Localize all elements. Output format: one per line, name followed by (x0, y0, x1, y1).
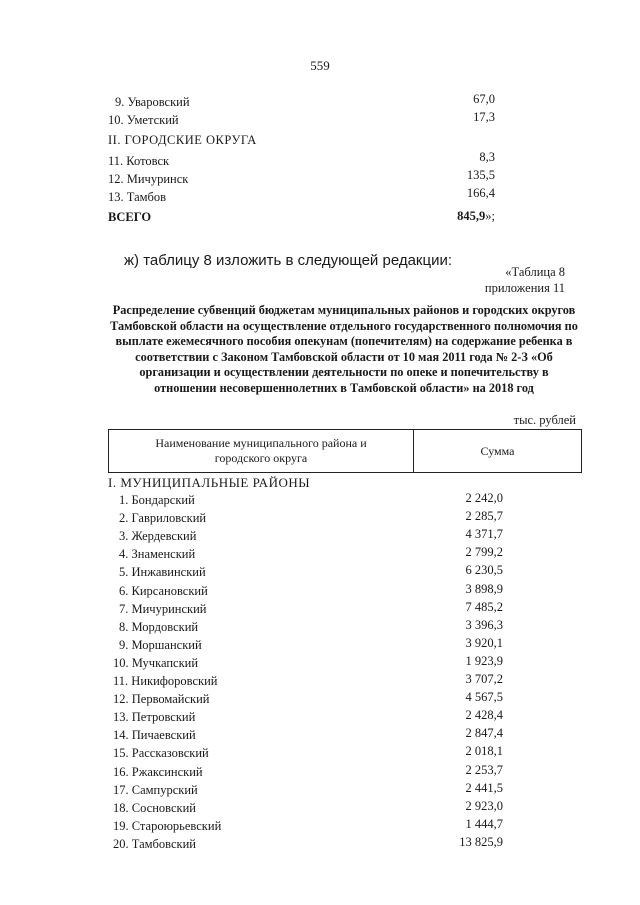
prev-row-value: 8,3 (479, 150, 495, 164)
district-value: 4 567,5 (465, 690, 503, 704)
district-name: 12. Первомайский (113, 692, 210, 706)
district-name: 14. Пичаевский (113, 728, 196, 742)
district-value: 7 485,2 (465, 600, 503, 614)
district-value: 4 371,7 (465, 527, 503, 541)
district-name: 5. Инжавинский (119, 565, 206, 579)
total-label: ВСЕГО (108, 210, 152, 224)
district-name: 13. Петровский (113, 710, 196, 724)
district-value: 3 898,9 (465, 582, 503, 596)
district-name: 4. Знаменский (119, 547, 196, 561)
district-name: 15. Рассказовский (113, 746, 209, 760)
amendment-instruction: ж) таблицу 8 изложить в следующей редакции: (124, 252, 453, 269)
district-value: 3 396,3 (465, 618, 503, 632)
district-value: 6 230,5 (465, 563, 503, 577)
prev-row-name: 9. Уваровский (115, 95, 190, 109)
table-reference-line2: приложения 11 (484, 281, 565, 295)
district-value: 2 923,0 (465, 799, 503, 813)
district-name: 19. Староюрьевский (113, 819, 222, 833)
prev-row-name: 11. Котовск (108, 154, 170, 168)
prev-row-value: 17,3 (473, 110, 495, 124)
prev-row-value: 67,0 (473, 92, 495, 106)
district-value: 2 018,1 (465, 744, 503, 758)
section-heading-municipal-districts: I. МУНИЦИПАЛЬНЫЕ РАЙОНЫ (108, 475, 311, 490)
district-name: 20. Тамбовский (113, 837, 196, 851)
district-name: 8. Мордовский (119, 620, 199, 634)
district-value: 2 428,4 (465, 708, 503, 722)
district-value: 2 285,7 (465, 509, 503, 523)
district-value: 2 242,0 (465, 491, 503, 505)
district-name: 1. Бондарский (119, 493, 195, 507)
header-col-name: Наименование муниципального района и городского округа (109, 430, 414, 472)
section-heading-city-districts: II. ГОРОДСКИЕ ОКРУГА (108, 133, 257, 147)
district-value: 1 923,9 (465, 654, 503, 668)
header-col-sum: Сумма (480, 443, 515, 458)
district-value: 2 253,7 (465, 763, 503, 777)
district-value: 2 799,2 (465, 545, 503, 559)
district-name: 7. Мичуринский (119, 602, 207, 616)
district-name: 3. Жердевский (119, 529, 197, 543)
units-label: тыс. рублей (513, 413, 576, 427)
district-value: 1 444,7 (465, 817, 503, 831)
district-value: 2 441,5 (465, 781, 503, 795)
prev-row-value: 166,4 (466, 186, 495, 200)
page-number: 559 (310, 58, 330, 73)
total-suffix: »; (485, 209, 495, 223)
district-name: 9. Моршанский (119, 638, 202, 652)
district-name: 16. Ржаксинский (113, 765, 203, 779)
table-header (108, 429, 582, 473)
district-name: 18. Сосновский (113, 801, 196, 815)
prev-row-name: 10. Уметский (108, 113, 179, 127)
prev-row-name: 12. Мичуринск (108, 172, 189, 186)
total-value: 845,9»; (457, 209, 495, 223)
district-name: 6. Кирсановский (119, 584, 208, 598)
district-name: 11. Никифоровский (113, 674, 218, 688)
prev-row-name: 13. Тамбов (108, 190, 167, 204)
district-name: 2. Гавриловский (119, 511, 207, 525)
district-value: 3 707,2 (465, 672, 503, 686)
district-value: 13 825,9 (459, 835, 503, 849)
district-name: 17. Сампурский (113, 783, 198, 797)
table-reference-line1: «Таблица 8 (505, 265, 565, 279)
district-value: 2 847,4 (465, 726, 503, 740)
prev-row-value: 135,5 (466, 168, 495, 182)
table-reference (485, 264, 565, 296)
district-value: 3 920,1 (465, 636, 503, 650)
table-title: Распределение субвенций бюджетам муниципальных районов и городских округов Тамбовской области на осуществление отдельного государственного полномочия по выплате ежемесячного пособия опекунам (попечителям) на содержание ребенка в соответствии с Законом Тамбовской области от 10 мая 2011 года № 2-З «Об организации и осуществлении деятельности по опеке и попечительству в отношении несовершеннолетних в Тамбовской области» на 2018 год (110, 303, 578, 395)
district-name: 10. Мучкапский (113, 656, 199, 670)
